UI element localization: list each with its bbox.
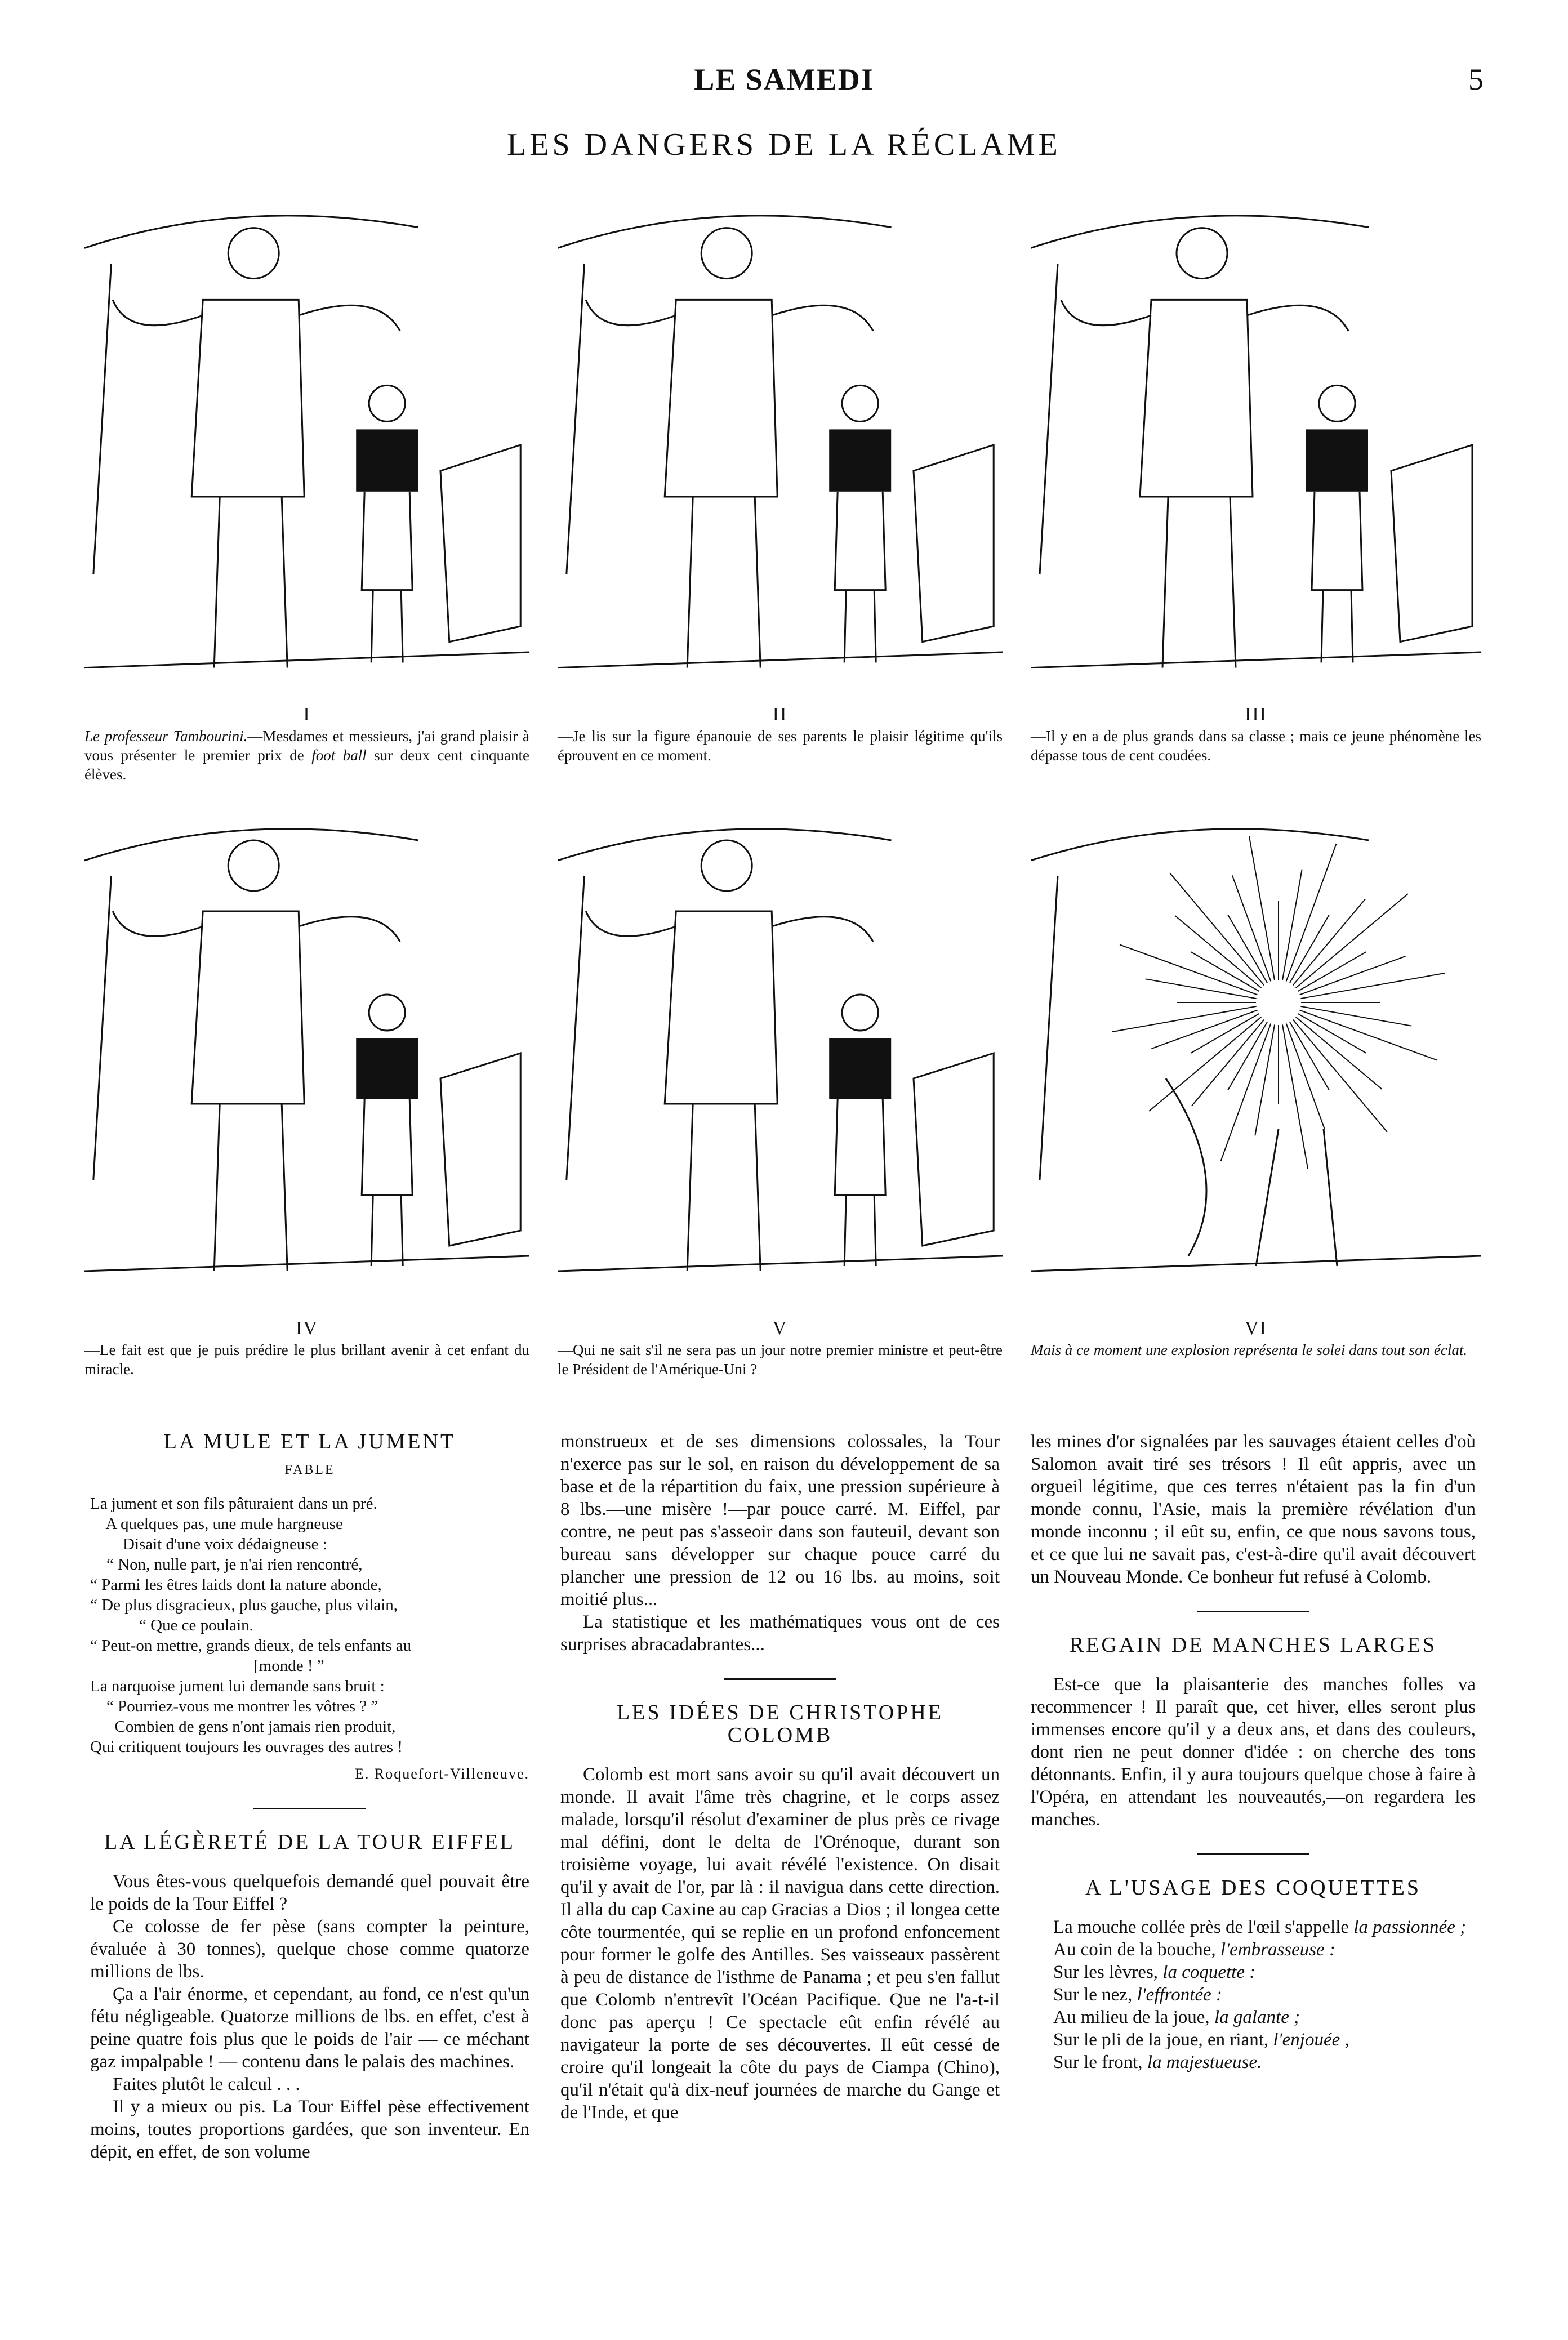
panel-illustration (84, 800, 529, 1307)
stage-floor (558, 1256, 1003, 1271)
poem-line: Disait d'une voix dédaigneuse : (90, 1535, 327, 1553)
boy-jacket (1306, 429, 1368, 491)
curtain-fold (93, 876, 112, 1180)
list-item: Au milieu de la joue, la galante ; (1053, 2007, 1300, 2027)
poem-line: [monde ! ” (90, 1657, 324, 1675)
boy-breeches (362, 1099, 412, 1195)
poem-line: “ Non, nulle part, je n'ai rien rencontré, (90, 1555, 363, 1574)
stage-floor (1031, 652, 1481, 668)
curtain-drape (84, 216, 418, 248)
professor-legs (1162, 497, 1236, 668)
professor-coat (665, 911, 777, 1104)
boy-head (842, 995, 878, 1031)
professor-coat (665, 300, 777, 497)
professor-legs (687, 1104, 760, 1271)
curtain-fold (1040, 264, 1058, 574)
boy-head (1319, 385, 1355, 421)
comic-panel-3 (1031, 186, 1481, 788)
professor-coat (191, 911, 304, 1104)
boy-head (369, 385, 405, 421)
curtain-drape (558, 829, 892, 861)
panel-illustration (558, 800, 1003, 1307)
boy-head (369, 995, 405, 1031)
panel-numeral: VI (1245, 1318, 1267, 1339)
curtain-fold (1040, 876, 1058, 1180)
list-item: Sur le nez, l'effrontée : (1053, 1985, 1222, 2005)
section-divider (1197, 1853, 1309, 1855)
boy-legs (371, 590, 403, 663)
comic-panel-5 (558, 800, 1003, 1391)
draped-table (914, 445, 994, 642)
panel-numeral: I (303, 704, 311, 725)
article-paragraph: monstrueux et de ses dimensions colossales, la Tour n'exerce pas sur le sol, en raison du développement de sa base et de la répartition du faix, une pression supérieure à 8 lbs.—une misère !—par pouce carré. M. Eiffel, par contre, ne peut pas s'asseoir dans son fauteuil, devant son bureau sans développer sur chaque pouce carré du plancher une pression de 12 ou 16 lbs. au moins, soit moitié plus... (560, 1432, 1000, 1610)
curtain-fold (567, 876, 585, 1180)
explosion-ray (1192, 1020, 1264, 1106)
poem-line: “ Que ce poulain. (90, 1616, 253, 1634)
manches-title: REGAIN DE MANCHES LARGES (1069, 1633, 1437, 1657)
stage-floor (558, 652, 1003, 668)
professor-head (228, 228, 279, 279)
section-divider (253, 1808, 366, 1809)
article-paragraph: Faites plutôt le calcul . . . (113, 2074, 300, 2094)
panel-illustration (84, 186, 529, 704)
fable-subtitle: FABLE (284, 1463, 335, 1477)
curtain-drape (558, 216, 892, 248)
draped-table (440, 1053, 520, 1246)
boy-breeches (835, 1099, 885, 1195)
draped-table (440, 445, 520, 642)
tour-eiffel-title: LA LÉGÈRETÉ DE LA TOUR EIFFEL (104, 1830, 515, 1854)
list-item: Sur le front, la majestueuse. (1053, 2052, 1262, 2072)
panel-numeral: V (772, 1318, 788, 1339)
article-paragraph: les mines d'or signalées par les sauvages étaient celles d'où Salomon avait tiré ses trésors ! Il eût appris, avec un orgueil légitime, que ces terres n'étaient pas la fin d'un monde connu, l'Asie, mais la première révélation d'un monde inconnu ; il eût su, enfin, ce que nous savons tous, et ce que lui ne savait pas, c'est-à-dire qu'il avait découvert un Nouveau Monde. Ce bonheur fut refusé à Colomb. (1031, 1432, 1476, 1587)
comic-panel-1 (84, 186, 529, 788)
explosion-ray (1175, 916, 1261, 988)
panel-numeral: IV (296, 1318, 318, 1339)
article-paragraph: Ce colosse de fer pèse (sans compter la peinture, évaluée à 30 tonnes), quelque chose comme quatorze millions de lbs. (90, 1916, 529, 1982)
professor-head (1177, 228, 1227, 279)
list-item: Au coin de la bouche, l'embrasseuse : (1053, 1940, 1336, 1960)
section-divider (1197, 1611, 1309, 1612)
professor-arms (113, 300, 400, 331)
panel-illustration (1031, 800, 1481, 1307)
boy-jacket (829, 429, 891, 491)
boy-head (842, 385, 878, 421)
article-paragraph: La statistique et les mathématiques vous ont de ces surprises abracadabrantes... (560, 1612, 1000, 1655)
draped-table (1391, 445, 1472, 642)
coquettes-title: A L'USAGE DES COQUETTES (1085, 1876, 1422, 1900)
comic-panel-4 (84, 800, 529, 1391)
comic-panel-2 (558, 186, 1003, 788)
boy-jacket (829, 1038, 891, 1099)
curtain-drape (84, 829, 418, 861)
professor-legs (687, 497, 760, 668)
panel-caption: —Je lis sur la figure épanouie de ses parents le plaisir légitime qu'ils éprouvent en ce moment. (558, 728, 1003, 764)
article-paragraph: Est-ce que la plaisanterie des manches folles va recommencer ! Il paraît que, cet hiver, elles seront plus immenses encore qu'il y a deux ans, et dans des couleurs, dont rien ne peut donner d'idée : on cherche des tons détonnants. Enfin, il y aura toujours quelque chose à faire à l'Opéra, en attendant les nouveautés,—on regardera les manches. (1031, 1674, 1476, 1830)
professor-coat (1140, 300, 1253, 497)
boy-breeches (835, 492, 885, 590)
panel-numeral: III (1245, 704, 1267, 725)
stage-floor (84, 1256, 529, 1271)
professor-arms (1061, 300, 1348, 331)
professor-legs (214, 497, 287, 668)
fable-poem (90, 1494, 529, 1757)
professor-coat (191, 300, 304, 497)
coquettes-list (1031, 1938, 1476, 2074)
panel-caption: —Le fait est que je puis prédire le plus brillant avenir à cet enfant du miracle. (84, 1341, 529, 1378)
article-paragraph: Vous êtes-vous quelquefois demandé quel pouvait être le poids de la Tour Eiffel ? (90, 1871, 529, 1914)
poem-line: “ Parmi les êtres laids dont la nature abonde, (90, 1576, 382, 1594)
panel-caption: —Qui ne sait s'il ne sera pas un jour notre premier ministre et peut-être le Président de l'Amérique-Uni ? (558, 1341, 1003, 1378)
stage-floor (84, 652, 529, 668)
professor-arms (586, 911, 873, 942)
explosion-ray (1293, 899, 1366, 985)
figure-leg (1166, 1078, 1206, 1256)
panel-numeral: II (772, 704, 788, 725)
boy-legs (1321, 590, 1353, 663)
section-divider (724, 1678, 836, 1680)
professor-legs (214, 1104, 287, 1271)
curtain-drape (1031, 829, 1369, 861)
fable-author: E. Roquefort-Villeneuve. (355, 1766, 529, 1782)
poem-line: “ Peut-on mettre, grands dieux, de tels enfants au (90, 1637, 412, 1655)
poem-line: “ Pourriez-vous me montrer les vôtres ? ” (90, 1697, 378, 1715)
article-paragraph: Il y a mieux ou pis. La Tour Eiffel pèse effectivement moins, toutes proportions gardées, que son inventeur. En dépit, en effet, de son volume (90, 2097, 529, 2162)
professor-arms (113, 911, 400, 942)
panel-illustration (558, 186, 1003, 704)
page-number: 5 (1468, 63, 1484, 96)
article-paragraph: La mouche collée près de l'œil s'appelle la passionnée ; (1053, 1917, 1467, 1937)
boy-legs (371, 1195, 403, 1266)
poem-line: La narquoise jument lui demande sans bruit : (90, 1677, 385, 1695)
comic-title: LES DANGERS DE LA RÉCLAME (507, 127, 1061, 162)
fable-title: LA MULE ET LA JUMENT (163, 1430, 456, 1454)
curtain-drape (1031, 216, 1369, 248)
poem-line: Combien de gens n'ont jamais rien produit, (90, 1718, 396, 1736)
boy-legs (844, 590, 876, 663)
panel-caption: —Il y en a de plus grands dans sa classe ; mais ce jeune phénomène les dépasse tous de cent coudées. (1031, 728, 1481, 764)
article-paragraph: Colomb est mort sans avoir su qu'il avait découvert un monde. Il avait l'âme très chagrine, et le corps assez malade, lorsqu'il résolut d'examiner de plus près ce rivage mal défini, dont le delta de l'Orénoque, durant son troisième voyage, lui avait révélé l'existence. On disait qu'il y avait de l'or, par là : il navigua dans cette direction. Il alla du cap Caxine au cap Gracias a Dios ; il longea cette côte tourmentée, qui se replie en un profond enfoncement pour former le golfe des Antilles. Ses vaisseaux passèrent à peu de distance de l'isthme de Panama ; et peu s'en fallut que Colomb n'entrevît l'Océan Pacifique. Que ne l'a-t-il donc pas aperçu ! Ce spectacle eût enfin révélé au navigateur la porte de ses découvertes. Il eût cessé de croire qu'il longeait la côte du pays de Ciampa (Chino), qu'il n'était qu'à dix-neuf journées de marche du Gange et de l'Inde, et que (560, 1764, 1000, 2123)
column-2 (560, 1430, 1000, 2124)
professor-head (228, 840, 279, 891)
boy-breeches (362, 492, 412, 590)
column-1 (90, 1430, 529, 2163)
panel-caption: Le professeur Tambourini.—Mesdames et messieurs, j'ai grand plaisir à vous présenter le premier prix de foot ball sur deux cent cinquante élèves. (84, 728, 530, 783)
list-item: Sur les lèvres, la coquette : (1053, 1962, 1256, 1982)
curtain-fold (567, 264, 585, 574)
boy-jacket (356, 429, 418, 491)
poem-line: Qui critiquent toujours les ouvrages des autres ! (90, 1738, 403, 1756)
boy-breeches (1312, 492, 1362, 590)
panel-caption: Mais à ce moment une explosion représenta le solei dans tout son éclat. (1031, 1341, 1468, 1358)
professor-head (701, 840, 752, 891)
curtain-fold (93, 264, 112, 574)
explosion-ray (1296, 1017, 1382, 1090)
poem-line: A quelques pas, une mule hargneuse (90, 1515, 343, 1533)
draped-table (914, 1053, 994, 1246)
colomb-title: LES IDÉES DE CHRISTOPHE COLOMB (616, 1701, 944, 1747)
boy-jacket (356, 1038, 418, 1099)
panel-illustration (1031, 186, 1481, 704)
journal-title: LE SAMEDI (694, 63, 874, 96)
poem-line: La jument et son fils pâturaient dans un pré. (90, 1495, 377, 1513)
comic-panel-6 (1031, 800, 1481, 1391)
page-header (0, 62, 1568, 113)
professor-head (701, 228, 752, 279)
article-paragraph: Ça a l'air énorme, et cependant, au fond, ce n'est qu'un fétu négligeable. Quatorze millions de lbs. en effet, c'est à peine quatre fois plus que le poids de l'air — ce méchant gaz impalpable ! — contenu dans le palais des machines. (90, 1984, 529, 2072)
boy-legs (844, 1195, 876, 1266)
professor-arms (586, 300, 873, 331)
column-3 (1031, 1430, 1476, 2074)
boy-legs (1256, 1129, 1337, 1266)
poem-line: “ De plus disgracieux, plus gauche, plus vilain, (90, 1596, 398, 1614)
list-item: Sur le pli de la joue, en riant, l'enjouée , (1053, 2030, 1349, 2050)
